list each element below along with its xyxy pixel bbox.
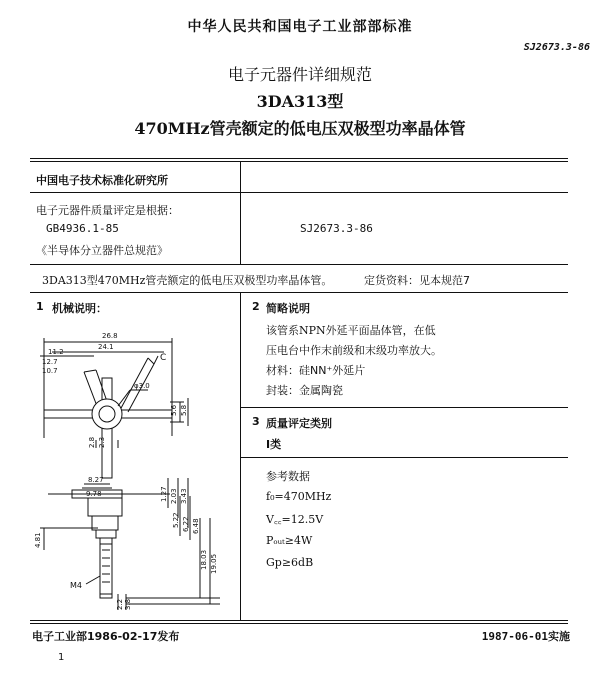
dim-label: 2.8	[88, 436, 96, 448]
spec-code-right: SJ2673.3-86	[300, 222, 373, 235]
reference-title: 参考数据	[266, 470, 310, 483]
section2-material: 材料：硅NN⁺外延片	[266, 364, 366, 377]
dim-label: 5.22	[172, 512, 180, 528]
basis-label: 电子元器件质量评定是根据：	[36, 204, 179, 217]
section3-number: 3	[252, 415, 260, 428]
rule-top-2	[30, 161, 568, 162]
rule-org	[30, 192, 568, 193]
dim-label: 2.03	[170, 488, 178, 504]
issue-date: 电子工业部1986-02-17发布	[32, 630, 180, 643]
dim-label: 26.8	[102, 332, 118, 340]
rule-footer-2	[30, 623, 568, 624]
reference-item: V꜀꜀=12.5V	[266, 513, 324, 526]
dim-label: M4	[70, 581, 82, 590]
dim-label: 5.8	[180, 404, 188, 416]
effective-date: 1987-06-01实施	[481, 630, 570, 643]
dim-label: 5.6	[170, 404, 178, 416]
title-line-3: 470MHz管壳额定的低电压双极型功率晶体管	[134, 119, 466, 138]
reference-item: f₀=470MHz	[266, 490, 332, 503]
section2-title: 简略说明	[266, 302, 310, 315]
section3-title: 质量评定类别	[266, 417, 332, 430]
reference-item: Pₒᵤₜ≥4W	[266, 534, 313, 547]
reference-item: Gp≥6dB	[266, 556, 314, 569]
standard-code: SJ2673.3-86	[523, 42, 590, 53]
dim-label: 6.22	[182, 516, 190, 532]
info-divider	[240, 162, 241, 264]
section1-number: 1	[36, 300, 44, 313]
rule-summary	[30, 292, 568, 293]
order-info: 定货资料：见本规范7	[364, 274, 470, 287]
issuer-heading: 中华人民共和国电子工业部部标准	[187, 19, 413, 35]
rule-sec2-end	[241, 407, 568, 408]
dim-label: 2.3	[98, 436, 106, 448]
mechanical-drawing	[30, 318, 240, 618]
rule-basis	[30, 264, 568, 265]
quality-category: Ⅰ类	[266, 438, 282, 451]
basis-standard: GB4936.1-85	[46, 222, 119, 235]
section2-desc-1: 该管系NPN外延平面晶体管，在低	[266, 324, 436, 337]
section2-number: 2	[252, 300, 260, 313]
section2-desc-2: 压电台中作末前级和末级功率放大。	[266, 344, 442, 357]
body-divider	[240, 292, 241, 620]
dim-label: 3.43	[180, 488, 188, 504]
dim-label: 1.27	[160, 486, 168, 502]
rule-footer	[30, 620, 568, 621]
rule-sec3-end	[241, 457, 568, 458]
dim-label: 8.27	[88, 476, 104, 484]
dim-label: φ3.0	[134, 382, 150, 390]
section2-package: 封装：金属陶瓷	[266, 384, 343, 397]
section1-title: 机械说明：	[52, 302, 107, 315]
basis-name: 《半导体分立器件总规范》	[36, 244, 168, 257]
title-line-2: 3DA313型	[256, 92, 344, 111]
dim-label: 9.78	[86, 490, 102, 498]
page-mark: 1	[58, 652, 65, 663]
rule-top	[30, 158, 568, 159]
dim-label: 4.81	[34, 532, 42, 548]
dim-label: 19.05	[210, 553, 218, 574]
organization: 中国电子技术标准化研究所	[36, 174, 168, 187]
dim-label: 2.2	[116, 598, 124, 610]
title-line-1: 电子元器件详细规范	[227, 65, 372, 84]
dim-label: C	[160, 353, 167, 363]
dim-label: 18.03	[200, 549, 208, 570]
dim-label: 24.1	[98, 343, 114, 351]
dim-label: 11.2	[48, 348, 64, 356]
dim-label: 6.48	[192, 518, 200, 534]
summary-text: 3DA313型470MHz管壳额定的低电压双极型功率晶体管。	[42, 274, 333, 287]
dim-label: 10.7	[42, 367, 58, 375]
dim-label: 12.7	[42, 358, 58, 366]
dim-label: 3.8	[124, 598, 132, 610]
